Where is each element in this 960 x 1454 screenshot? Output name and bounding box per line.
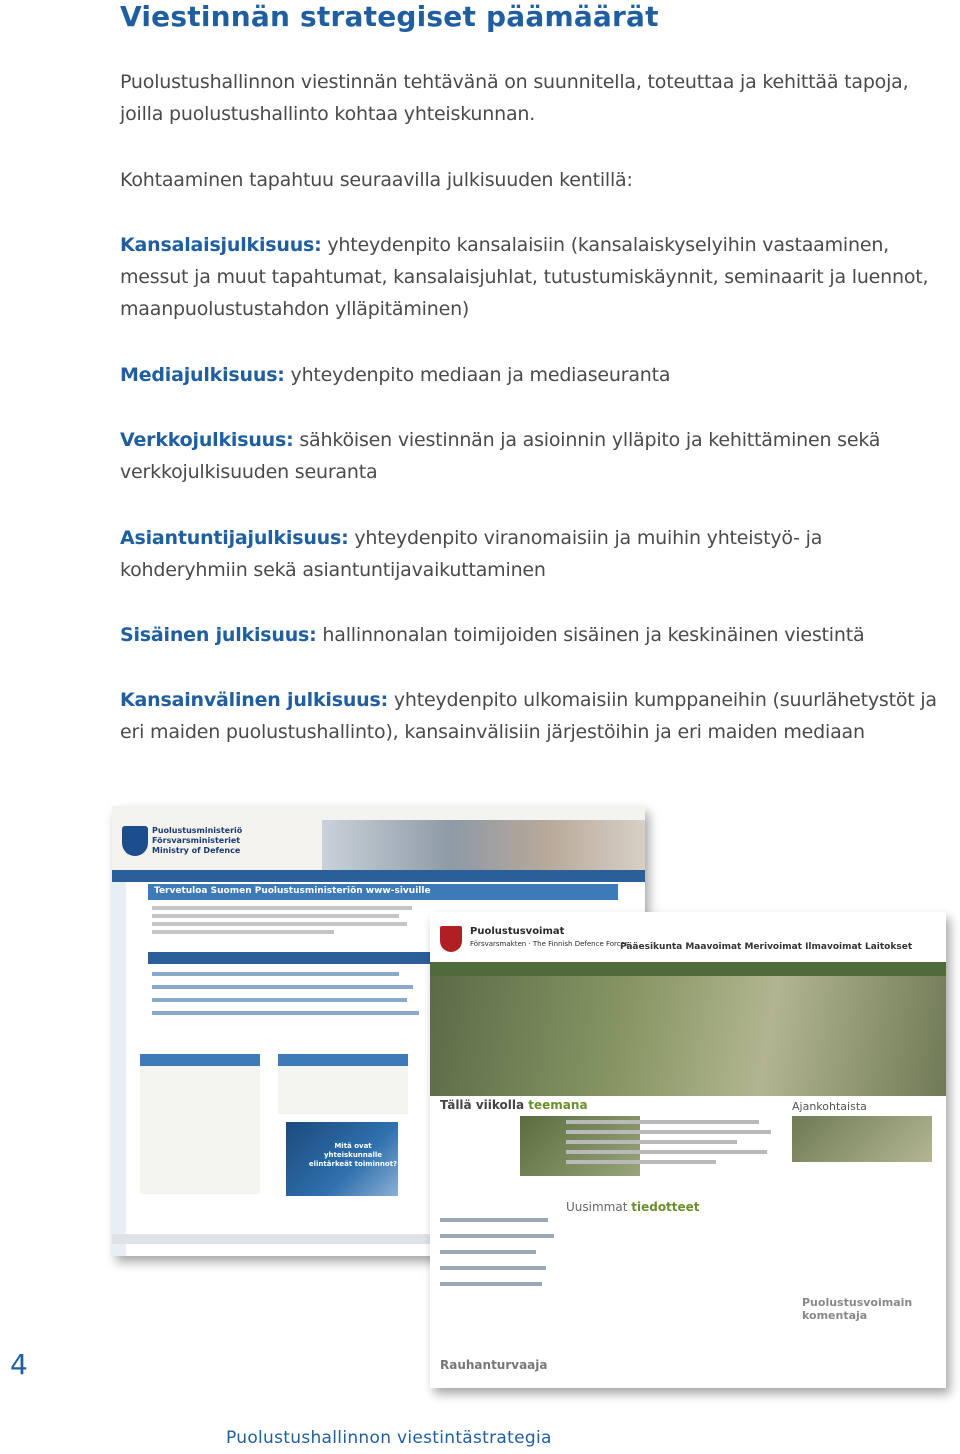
press-releases-heading bbox=[566, 1200, 700, 1214]
lion-emblem-icon bbox=[440, 926, 462, 952]
header-photo bbox=[322, 820, 645, 870]
field-text: yhteydenpito viranomaisiin ja muihin yhteistyö- ja kohderyhmiin sekä asiantuntijavaikuttaminen bbox=[120, 527, 823, 581]
news-flash-list bbox=[440, 1218, 560, 1298]
weekly-theme-heading bbox=[440, 1098, 588, 1112]
current-news-heading: Ajankohtaista bbox=[792, 1100, 867, 1113]
theme-text-block bbox=[566, 1120, 780, 1170]
field-asiantuntijajulkisuus bbox=[120, 522, 938, 586]
field-term: Mediajulkisuus: bbox=[120, 364, 285, 386]
new-services-box bbox=[278, 1054, 408, 1114]
peacekeeper-heading: Rauhanturvaaja bbox=[440, 1358, 548, 1372]
main-navigation-bar bbox=[430, 962, 946, 976]
field-text: yhteydenpito kansalaisiin (kansalaiskyselyihin vastaaminen, messut ja muut tapahtumat, kansalaisjuhlat, tutustumiskäynnit, seminaarit ja luennot, maanpuolustustahdon ylläpitäminen) bbox=[120, 234, 929, 320]
logo-line: Försvarsministeriet bbox=[152, 836, 241, 845]
contact-info-box bbox=[140, 1054, 260, 1194]
field-term: Verkkojulkisuus: bbox=[120, 429, 294, 451]
campaign-banner bbox=[792, 1116, 932, 1162]
brand-line: Puolustusvoimat bbox=[470, 926, 565, 937]
field-text: yhteydenpito mediaan ja mediaseuranta bbox=[284, 364, 671, 386]
logo-line: Puolustusministeriö bbox=[152, 826, 243, 835]
ministry-logo bbox=[122, 826, 148, 856]
logo-line: Ministry of Defence bbox=[152, 846, 241, 855]
field-kansalaisjulkisuus bbox=[120, 229, 938, 325]
intro-paragraph: Puolustushallinnon viestinnän tehtävänä on suunnitella, toteuttaa ja kehittää tapoja, joilla puolustushallinto kohtaa yhteiskunnan. bbox=[120, 71, 909, 125]
field-term: Kansainvälinen julkisuus: bbox=[120, 689, 388, 711]
main-navigation-bar bbox=[112, 870, 645, 882]
field-verkkojulkisuus bbox=[120, 424, 938, 488]
releases-prefix: Uusimmat bbox=[566, 1200, 632, 1214]
top-links-bar bbox=[112, 806, 645, 820]
welcome-banner bbox=[148, 884, 618, 900]
field-term: Sisäinen julkisuus: bbox=[120, 624, 317, 646]
yett-advert bbox=[286, 1122, 398, 1196]
field-text: yhteydenpito ulkomaisiin kumppaneihin (suurlähetystöt ja eri maiden puolustushallinto), kansainvälisiin järjestöihin ja eri maiden mediaan bbox=[120, 689, 937, 743]
news-list bbox=[152, 972, 442, 1024]
branch-tabs: Pääesikunta Maavoimat Merivoimat Ilmavoimat Laitokset bbox=[620, 942, 913, 952]
field-mediajulkisuus bbox=[120, 359, 938, 391]
field-text: hallinnonalan toimijoiden sisäinen ja keskinäinen viestintä bbox=[316, 624, 865, 646]
sidebar bbox=[112, 882, 126, 1256]
theme-word: teemana bbox=[528, 1098, 588, 1112]
brand-line: Försvarsmakten · The Finnish Defence Forces bbox=[470, 940, 629, 948]
field-term: Asiantuntijajulkisuus: bbox=[120, 527, 349, 549]
commander-heading: Puolustusvoimain komentaja bbox=[802, 1296, 913, 1322]
hero-photo bbox=[430, 976, 946, 1096]
ministry-logo-text bbox=[152, 826, 242, 856]
page-title: Viestinnän strategiset päämäärät bbox=[120, 0, 659, 33]
intro-text-block bbox=[152, 906, 412, 938]
field-kansainvalinen-julkisuus bbox=[120, 684, 938, 748]
footer-title: Puolustushallinnon viestintästrategia bbox=[226, 1428, 552, 1448]
defence-forces-website-screenshot bbox=[430, 912, 946, 1388]
page-number: 4 bbox=[10, 1348, 28, 1381]
field-term: Kansalaisjulkisuus: bbox=[120, 234, 322, 256]
advert-text: Mitä ovat yhteiskunnalle elintärkeät toiminnot? bbox=[308, 1142, 398, 1168]
news-header bbox=[148, 952, 448, 964]
welcome-text: Tervetuloa Suomen Puolustusministeriön www-sivuille bbox=[154, 886, 431, 896]
lead-paragraph: Kohtaaminen tapahtuu seuraavilla julkisuuden kentillä: bbox=[120, 169, 633, 191]
field-sisainen-julkisuus bbox=[120, 619, 938, 651]
theme-prefix: Tällä viikolla bbox=[440, 1098, 529, 1112]
brand-text bbox=[470, 926, 629, 950]
releases-word: tiedotteet bbox=[631, 1200, 700, 1214]
field-text: sähköisen viestinnän ja asioinnin ylläpito ja kehittäminen sekä verkkojulkisuuden seuranta bbox=[120, 429, 881, 483]
